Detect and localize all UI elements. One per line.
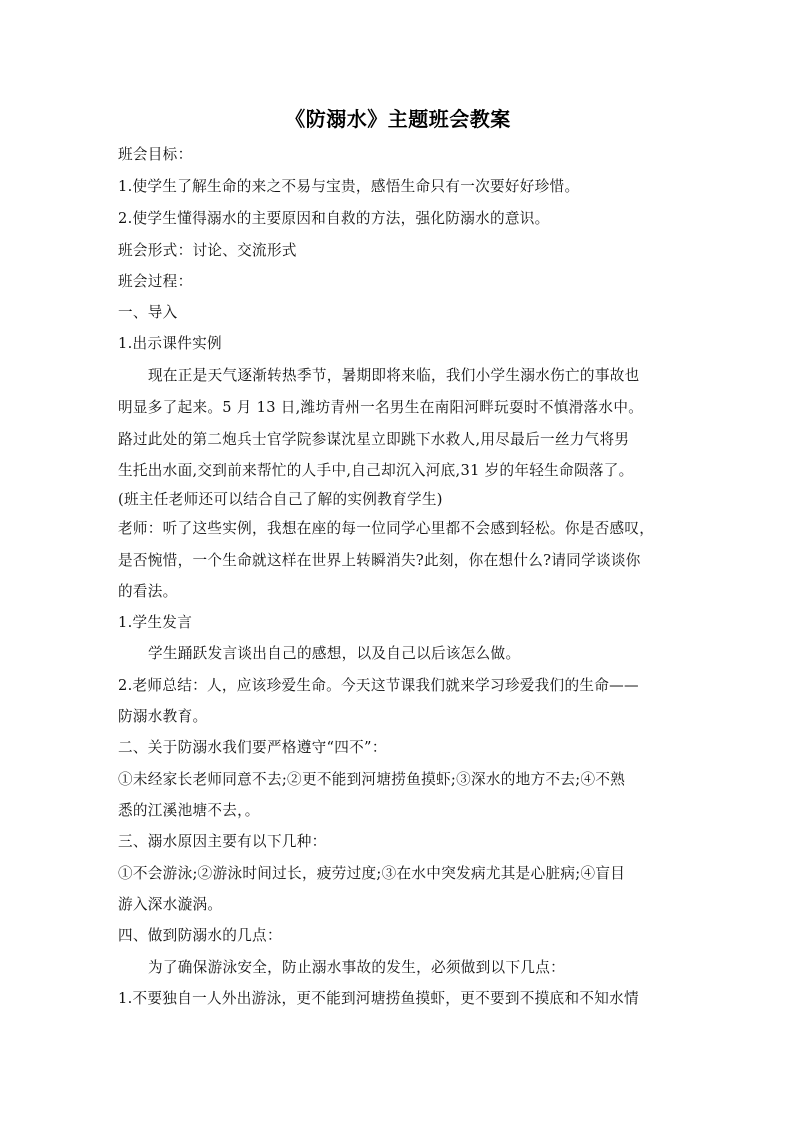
causes-line: ①不会游泳;②游泳时间过长，疲劳过度;③在水中突发病尤其是心脏病;④盲目: [118, 865, 626, 882]
heading-prevention: 四、做到防溺水的几点：: [118, 927, 282, 944]
paragraph-line: 现在正是天气逐渐转热季节，暑期即将来临，我们小学生溺水伤亡的事故也: [148, 367, 640, 384]
subheading-student-speech: 1.学生发言: [118, 614, 193, 631]
note-line: (班主任老师还可以结合自己了解的实例教育学生): [118, 491, 443, 508]
section-label-process: 班会过程：: [118, 273, 193, 290]
heading-four-nots: 二、关于防溺水我们要严格遵守“四不”：: [118, 739, 387, 756]
paragraph-line: 为了确保游泳安全，防止溺水事故的发生，必须做到以下几点：: [148, 959, 566, 976]
document-title: 《防溺水》主题班会教案: [285, 107, 511, 131]
heading-causes: 三、溺水原因主要有以下几种：: [118, 833, 327, 850]
goal-item-2: 2.使学生懂得溺水的主要原因和自救的方法，强化防溺水的意识。: [118, 210, 550, 227]
section-label-goals: 班会目标：: [118, 146, 193, 163]
goal-item-1: 1.使学生了解生命的来之不易与宝贵，感悟生命只有一次要好好珍惜。: [118, 178, 580, 195]
paragraph-line: 生托出水面,交到前来帮忙的人手中,自己却沉入河底,31 岁的年轻生命陨落了。: [118, 462, 634, 479]
paragraph-line: 路过此处的第二炮兵士官学院参谋沈星立即跳下水救人,用尽最后一丝力气将男: [118, 431, 630, 448]
paragraph-line: 明显多了起来。5 月 13 日,潍坊青州一名男生在南阳河畔玩耍时不慎滑落水中。: [118, 399, 644, 416]
teacher-line: 的看法。: [118, 583, 178, 600]
prevention-item-1: 1.不要独自一人外出游泳，更不能到河塘捞鱼摸虾，更不要到不摸底和不知水情: [118, 990, 639, 1007]
rules-line: ①未经家长老师同意不去;②更不能到河塘捞鱼摸虾;③深水的地方不去;④不熟: [118, 771, 626, 788]
teacher-line: 老师：听了这些实例，我想在座的每一位同学心里都不会感到轻松。你是否感叹，: [118, 520, 655, 537]
paragraph-line: 学生踊跃发言谈出自己的感想，以及自己以后该怎么做。: [148, 645, 521, 662]
causes-line: 游入深水漩涡。: [118, 896, 223, 913]
heading-intro: 一、导入: [118, 304, 178, 321]
section-label-format: 班会形式：讨论、交流形式: [118, 242, 297, 259]
subheading-examples: 1.出示课件实例: [118, 335, 222, 352]
teacher-line: 是否惋惜，一个生命就这样在世界上转瞬消失?此刻，你在想什么?请同学谈谈你: [118, 552, 641, 569]
subheading-teacher-summary: 2.老师总结：人，应该珍爱生命。今天这节课我们就来学习珍爱我们的生命——: [118, 677, 639, 694]
paragraph-line: 防溺水教育。: [118, 708, 208, 725]
rules-line: 悉的江溪池塘不去，。: [118, 802, 260, 819]
